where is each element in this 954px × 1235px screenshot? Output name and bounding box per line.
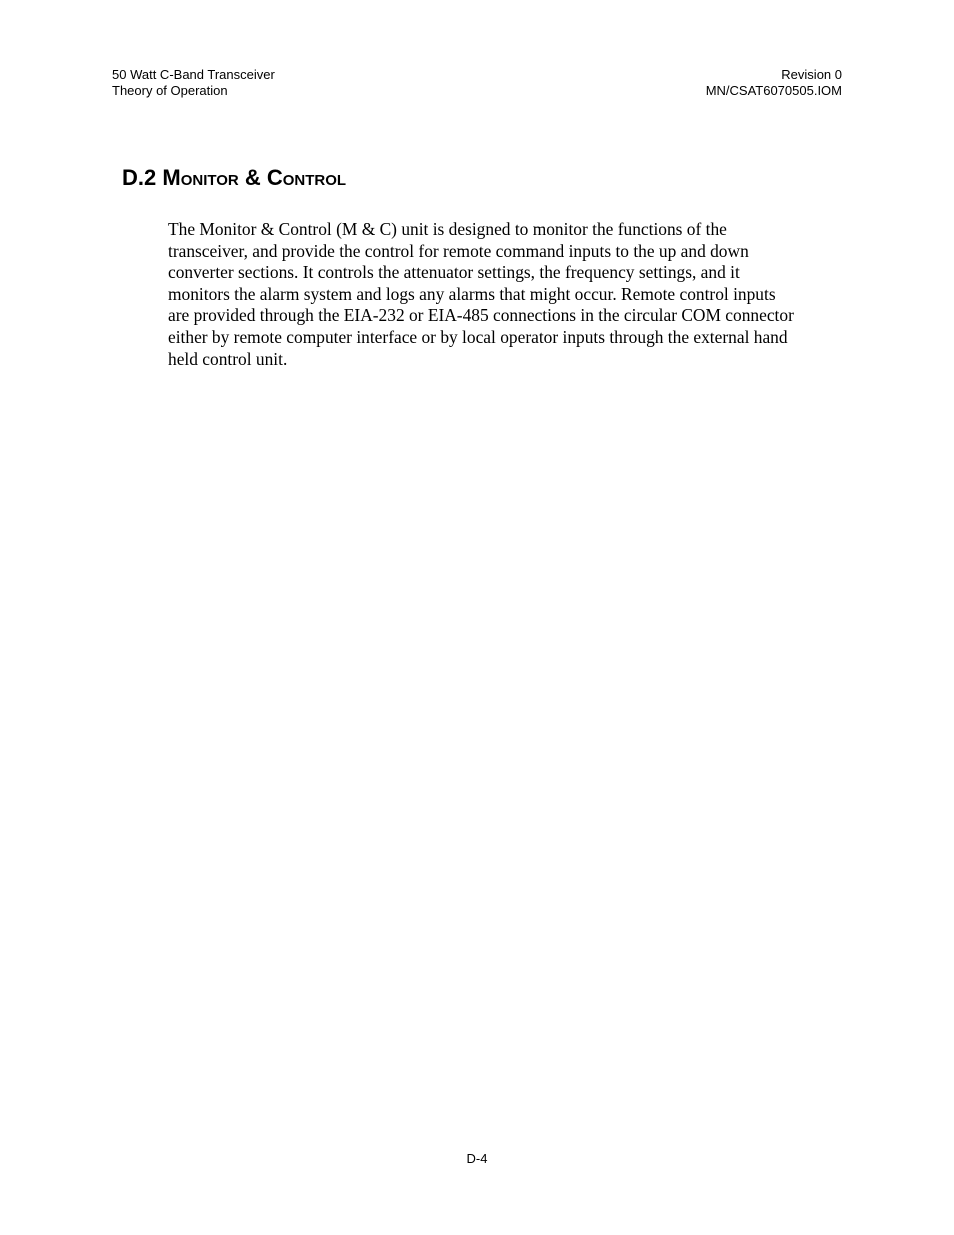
document-title: 50 Watt C-Band Transceiver: [112, 67, 275, 82]
page-header-left: [112, 67, 275, 99]
document-number: MN/CSAT6070505.IOM: [705, 83, 842, 98]
section-title: Monitor & Control: [162, 165, 347, 190]
document-subtitle: Theory of Operation: [112, 83, 228, 98]
section-heading: [122, 163, 346, 193]
revision-label: Revision 0: [781, 67, 842, 82]
page-header-right: [706, 67, 842, 99]
page-number: D-4: [466, 1151, 488, 1166]
body-paragraph: The Monitor & Control (M & C) unit is designed to monitor the functions of the transceiver, and provide the control for remote command inputs to the up and down converter sections. It controls the attenuator settings, the frequency settings, and it monitors the alarm system and logs any alarms that might occur. Remote control inputs are provided through the EIA-232 or EIA-485 connections in the circular COM connector either by remote computer interface or by local operator inputs through the external hand held control unit.: [168, 219, 794, 369]
section-number: D.2: [122, 165, 157, 190]
